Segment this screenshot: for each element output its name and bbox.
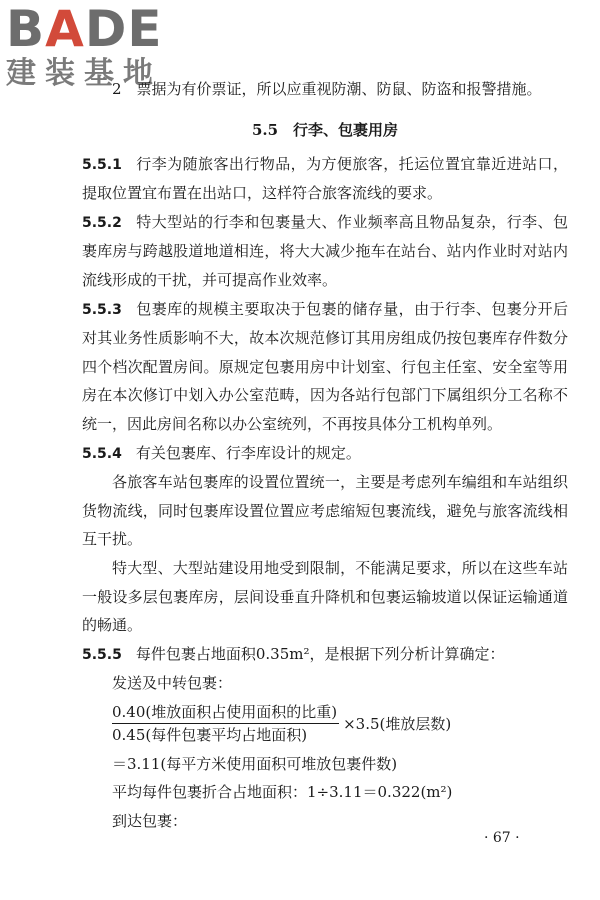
clause-5-5-1 — [82, 150, 568, 208]
logo-letter: B — [6, 0, 46, 58]
calculation-block — [82, 669, 568, 835]
clause-number: 5.5.1 — [82, 156, 122, 173]
clause-text: 包裹库的规模主要取决于包裹的储存量，由于行李、包裹分开后对其业务性质影响不大，故本次规范修订其用房组成仍按包裹库存件数分四个档次配置房间。原规定包裹用房中计划室、行包主任室、安全室等用房在本次修订中划入办公室范畴，因为各站行包部门下属组织分工名称不统一，因此房间名称以办公室统列，不再按具体分工机构单列。 — [82, 299, 568, 433]
arrival-label: 到达包裹： — [112, 812, 188, 831]
clause-5-5-2 — [82, 208, 568, 295]
clause-number: 5.5.5 — [82, 646, 122, 663]
section-title: 5.5 行李、包裹用房 — [251, 120, 399, 139]
body-paragraph: 各旅客车站包裹库的设置位置统一，主要是考虑列车编组和车站组织货物流线，同时包裹库设置位置应考虑缩短包裹流线，避免与旅客流线相互干扰。 — [82, 473, 568, 549]
carry-over-clause: 2 票据为有价票证，所以应重视防潮、防鼠、防盗和报警措施。 — [112, 80, 542, 98]
logo-subtitle: 建装基地 — [6, 56, 162, 91]
clause-5-5-5 — [82, 640, 568, 670]
clause-5-5-4 — [82, 439, 568, 469]
fraction — [112, 701, 339, 746]
dispatch-label: 发送及中转包裹： — [112, 674, 233, 693]
fraction-denominator: 0.45(每件包裹平均占地面积) — [112, 726, 308, 745]
clause-number: 5.5.3 — [82, 301, 122, 318]
calc-average: 平均每件包裹折合占地面积：1÷3.11＝0.322(m²) — [112, 783, 453, 802]
fraction-multiplier: ×3.5(堆放层数) — [343, 715, 452, 734]
logo-accent-letter: A — [45, 0, 85, 58]
clause-text: 每件包裹占地面积0.35m²，是根据下列分析计算确定： — [135, 644, 505, 663]
clause-number: 5.5.2 — [82, 214, 122, 231]
document-body — [82, 75, 568, 836]
calc-result: ＝3.11(每平方米使用面积可堆放包裹件数) — [112, 754, 398, 773]
fraction-formula — [112, 698, 568, 750]
body-paragraph: 特大型、大型站建设用地受到限制，不能满足要求，所以在这些车站一般设多层包裹库房，层间设垂直升降机和包裹运输坡道以保证运输通道的畅通。 — [82, 558, 568, 635]
clause-5-5-3 — [82, 295, 568, 439]
clause-text: 行李为随旅客出行物品，为方便旅客，托运位置宜靠近进站口，提取位置宜布置在出站口，这样符合旅客流线的要求。 — [82, 154, 568, 203]
logo-brand — [6, 2, 181, 56]
clause-text: 特大型站的行李和包裹量大、作业频率高且物品复杂，行李、包裹库房与跨越股道地道相连，将大大减少拖车在站台、站内作业时对站内流线形成的干扰，并可提高作业效率。 — [82, 212, 568, 289]
clause-text: 有关包裹库、行李库设计的规定。 — [135, 443, 361, 462]
fraction-numerator: 0.40(堆放面积占使用面积的比重) — [112, 701, 339, 724]
clause-number: 5.5.4 — [82, 445, 122, 462]
page-number: · 67 · — [484, 830, 520, 846]
logo-letters: DE — [84, 0, 163, 58]
